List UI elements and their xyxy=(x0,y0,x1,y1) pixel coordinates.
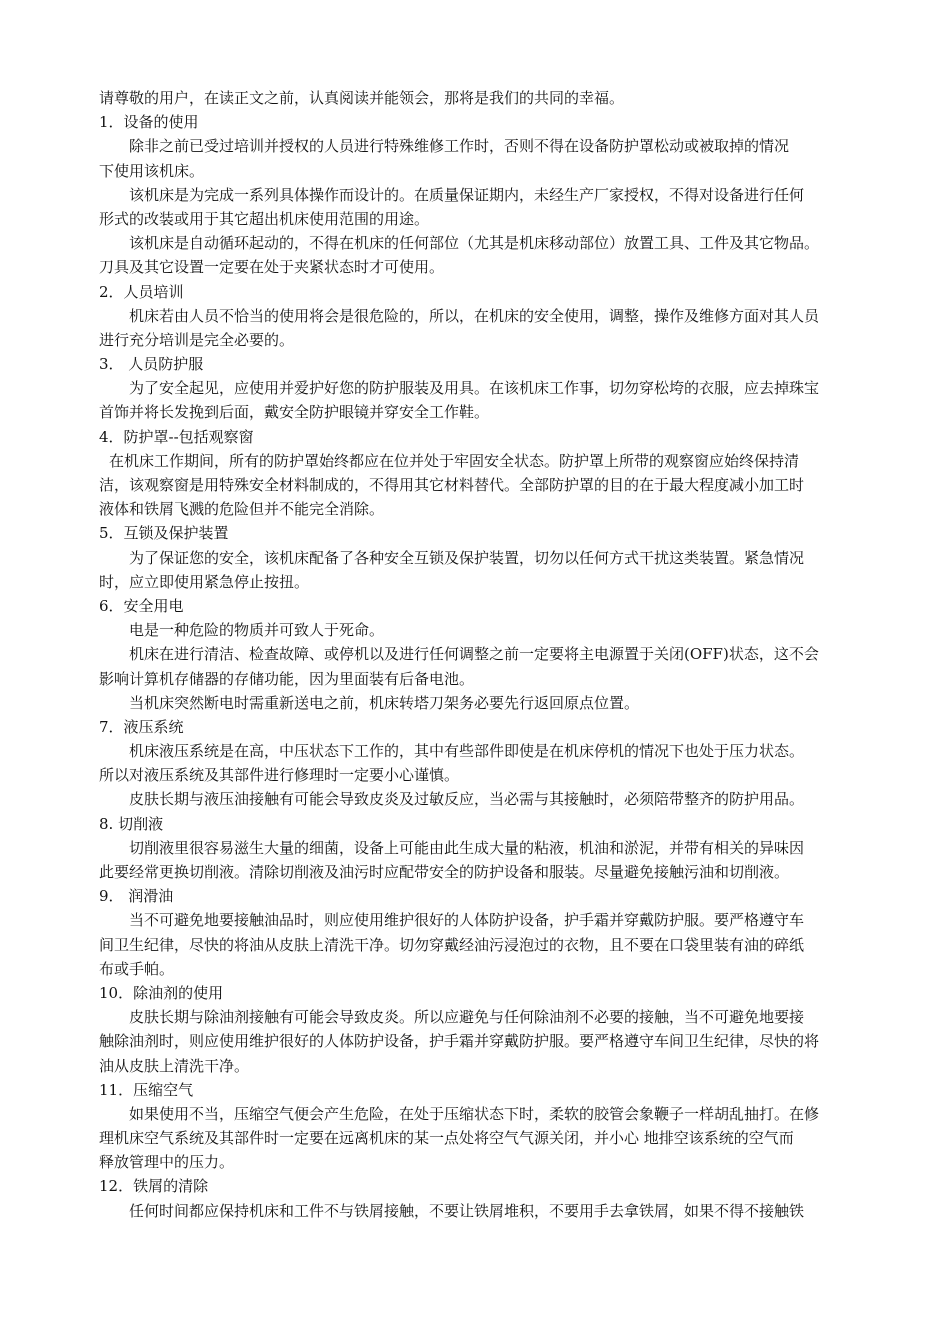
paragraph-line: 液体和铁屑飞溅的危险但并不能完全消除。 xyxy=(99,500,385,519)
section-heading: 8. 切削液 xyxy=(99,814,164,833)
paragraph-line: 当不可避免地要接触油品时，则应使用维护很好的人体防护设备，护手霜并穿戴防护服。要严格遵守车 xyxy=(129,911,805,930)
intro-line: 请尊敬的用户，在读正文之前，认真阅读并能领会，那将是我们的共同的幸福。 xyxy=(99,89,625,107)
paragraph-line: 所以对液压系统及其部件进行修理时一定要小心谨慎。 xyxy=(99,766,460,785)
section-heading: 1．设备的使用 xyxy=(99,113,199,132)
paragraph-line: 形式的改装或用于其它超出机床使用范围的用途。 xyxy=(99,209,430,228)
paragraph-line: 该机床是为完成一系列具体操作而设计的。在质量保证期内，未经生产厂家授权，不得对设备进行任何 xyxy=(129,185,805,204)
paragraph-line: 进行充分培训是完全必要的。 xyxy=(99,330,295,349)
paragraph-line: 时，应立即使用紧急停止按扭。 xyxy=(99,572,310,591)
section-heading: 10．除油剂的使用 xyxy=(99,983,224,1002)
section-heading: 3． 人员防护服 xyxy=(99,355,204,374)
paragraph-line: 此要经常更换切削液。清除切削液及油污时应配带安全的防护设备和服装。尽量避免接触污油和切削液。 xyxy=(99,863,790,881)
paragraph-line: 任何时间都应保持机床和工件不与铁屑接触，不要让铁屑堆积，不要用手去拿铁屑，如果不得不接触铁 xyxy=(129,1201,805,1220)
paragraph-line: 切削液里很容易滋生大量的细菌，设备上可能由此生成大量的粘液，机油和淤泥，并带有相关的异味因 xyxy=(129,838,805,857)
paragraph-line: 洁，该观察窗是用特殊安全材料制成的，不得用其它材料替代。全部防护罩的目的在于最大程度减小加工时 xyxy=(99,476,805,494)
document-body xyxy=(99,86,884,1223)
paragraph-line: 油从皮肤上清洗干净。 xyxy=(99,1056,250,1075)
paragraph-line: 理机床空气系统及其部件时一定要在远离机床的某一点处将空气气源关闭，并小心 地排空该系统的空气而 xyxy=(99,1129,794,1148)
paragraph-line: 机床液压系统是在高，中压状态下工作的，其中有些部件即使是在机床停机的情况下也处于压力状态。 xyxy=(129,742,805,761)
paragraph-line: 下使用该机床。 xyxy=(99,161,205,180)
paragraph-line: 电是一种危险的物质并可致人于死命。 xyxy=(129,621,385,640)
paragraph-line: 如果使用不当，压缩空气便会产生危险，在处于压缩状态下时，柔软的胶管会象鞭子一样胡乱抽打。在修 xyxy=(129,1104,820,1123)
section-heading: 12．铁屑的清除 xyxy=(99,1177,209,1196)
section-heading: 9． 润滑油 xyxy=(99,887,174,906)
paragraph-line: 间卫生纪律，尽快的将油从皮肤上清洗干净。切勿穿戴经油污浸泡过的衣物，且不要在口袋里装有油的碎纸 xyxy=(99,935,805,954)
paragraph-line: 机床若由人员不恰当的使用将会是很危险的，所以，在机床的安全使用，调整，操作及维修方面对其人员 xyxy=(129,306,820,325)
paragraph-line: 除非之前已受过培训并授权的人员进行特殊维修工作时，否则不得在设备防护罩松动或被取掉的情况 xyxy=(129,137,790,156)
section-heading: 11．压缩空气 xyxy=(99,1080,194,1099)
section-heading: 2．人员培训 xyxy=(99,282,184,301)
section-heading: 4．防护罩--包括观察窗 xyxy=(99,427,254,446)
paragraph-line: 为了安全起见，应使用并爱护好您的防护服装及用具。在该机床工作事，切勿穿松垮的衣服，应去掉珠宝 xyxy=(129,379,820,398)
paragraph-line: 皮肤长期与液压油接触有可能会导致皮炎及过敏反应，当必需与其接触时，必须陪带整齐的防护用品。 xyxy=(129,790,805,809)
paragraph-line: 机床在进行清洁、检查故障、或停机以及进行任何调整之前一定要将主电源置于关闭(OFF)状态，这不会 xyxy=(129,645,819,664)
paragraph-line: 影响计算机存储器的存储功能，因为里面装有后备电池。 xyxy=(99,669,475,688)
paragraph-line: 在机床工作期间，所有的防护罩始终都应在位并处于牢固安全状态。防护罩上所带的观察窗应始终保持清 xyxy=(109,451,800,470)
paragraph-line: 刀具及其它设置一定要在处于夹紧状态时才可使用。 xyxy=(99,258,445,277)
paragraph-line: 首饰并将长发挽到后面，戴安全防护眼镜并穿安全工作鞋。 xyxy=(99,403,490,422)
paragraph-line: 释放管理中的压力。 xyxy=(99,1153,235,1172)
section-heading: 6．安全用电 xyxy=(99,596,184,615)
section-heading: 7．液压系统 xyxy=(99,717,184,736)
paragraph-line: 该机床是自动循环起动的，不得在机床的任何部位（尤其是机床移动部位）放置工具、工件及其它物品。 xyxy=(129,234,820,253)
paragraph-line: 布或手帕。 xyxy=(99,959,175,978)
paragraph-line: 当机床突然断电时需重新送电之前，机床转塔刀架务必要先行返回原点位置。 xyxy=(129,693,640,712)
paragraph-line: 皮肤长期与除油剂接触有可能会导致皮炎。所以应避免与任何除油剂不必要的接触，当不可避免地要接 xyxy=(129,1008,805,1027)
section-heading: 5．互锁及保护装置 xyxy=(99,524,229,543)
paragraph-line: 为了保证您的安全，该机床配备了各种安全互锁及保护装置，切勿以任何方式干扰这类装置。紧急情况 xyxy=(129,548,805,567)
paragraph-line: 触除油剂时，则应使用维护很好的人体防护设备，护手霜并穿戴防护服。要严格遵守车间卫生纪律，尽快的将 xyxy=(99,1032,820,1051)
